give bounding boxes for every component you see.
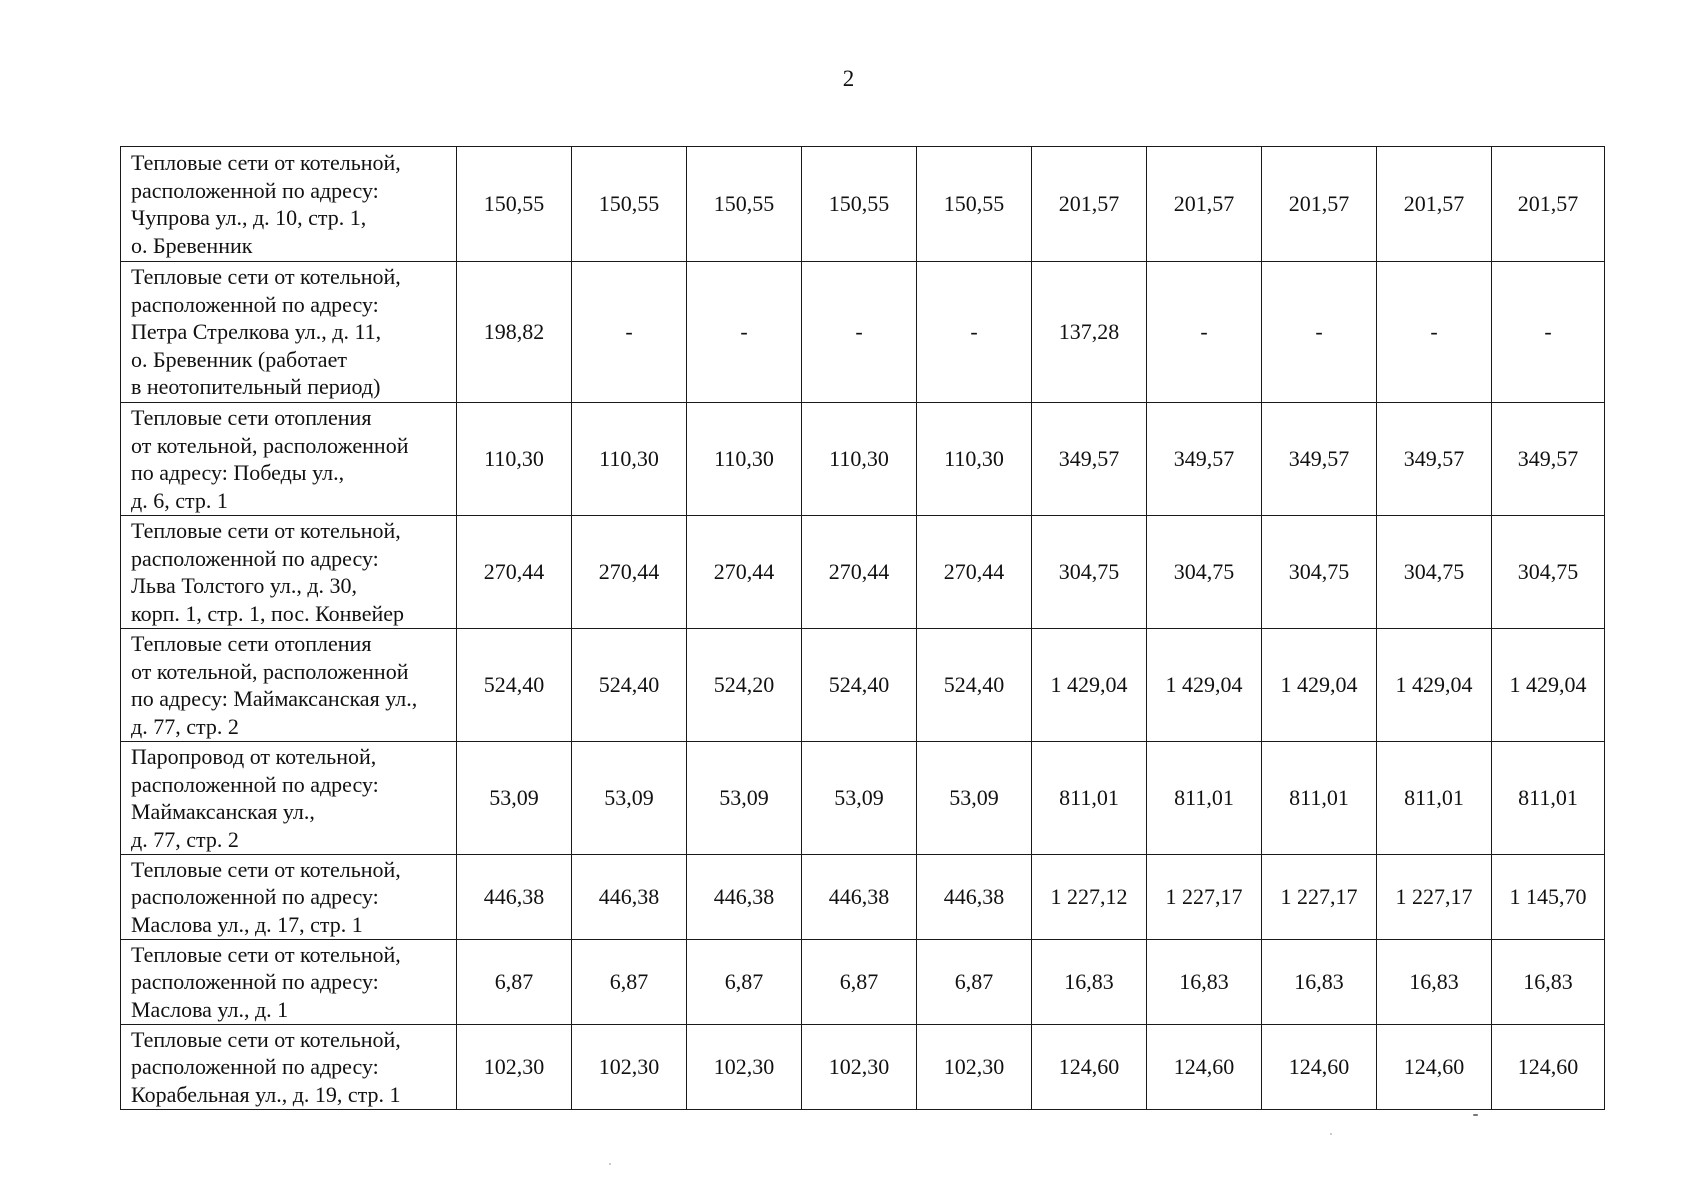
value-cell: 124,60 (1377, 1025, 1492, 1110)
row-name-line: Льва Толстого ул., д. 30, (131, 573, 358, 598)
table-row (121, 1025, 1605, 1110)
value-cell: 811,01 (1262, 742, 1377, 855)
value-cell: 110,30 (572, 403, 687, 516)
value-cell: 53,09 (802, 742, 917, 855)
row-name-line: в неотопительный период) (131, 374, 381, 400)
table-row (121, 516, 1605, 629)
table-row (121, 262, 1605, 403)
value-cell: - (917, 262, 1032, 403)
value-cell: 53,09 (917, 742, 1032, 855)
value-cell: 524,40 (802, 629, 917, 742)
row-name-cell (121, 262, 457, 403)
row-name-line: от котельной, расположенной (131, 432, 409, 458)
table-row (121, 855, 1605, 940)
value-cell: 524,20 (687, 629, 802, 742)
row-name-cell (121, 403, 457, 516)
value-cell: 6,87 (687, 940, 802, 1025)
value-cell: 150,55 (802, 147, 917, 262)
row-name-line: Тепловые сети отопления (131, 631, 372, 656)
row-name-line: Маймаксанская ул., (131, 799, 315, 824)
value-cell: 270,44 (572, 516, 687, 629)
value-cell: 6,87 (572, 940, 687, 1025)
row-name-cell (121, 629, 457, 742)
value-cell: 270,44 (457, 516, 572, 629)
value-cell: 349,57 (1262, 403, 1377, 516)
value-cell: 102,30 (687, 1025, 802, 1110)
row-name-line: Тепловые сети отопления (131, 405, 372, 430)
value-cell: 150,55 (457, 147, 572, 262)
row-name-line: о. Бревенник (131, 232, 253, 258)
row-name-line: Чупрова ул., д. 10, стр. 1, (131, 205, 367, 230)
value-cell: 124,60 (1147, 1025, 1262, 1110)
value-cell: 1 227,17 (1147, 855, 1262, 940)
row-name-cell (121, 147, 457, 262)
value-cell: 124,60 (1492, 1025, 1605, 1110)
value-cell: 1 227,17 (1262, 855, 1377, 940)
value-cell: 6,87 (457, 940, 572, 1025)
value-cell: 446,38 (802, 855, 917, 940)
value-cell: 446,38 (572, 855, 687, 940)
value-cell: 6,87 (917, 940, 1032, 1025)
table-row (121, 742, 1605, 855)
value-cell: 349,57 (1032, 403, 1147, 516)
row-name-line: Маслова ул., д. 1 (131, 996, 289, 1022)
value-cell: 110,30 (457, 403, 572, 516)
value-cell: 446,38 (457, 855, 572, 940)
row-name-cell (121, 940, 457, 1025)
value-cell: 1 429,04 (1147, 629, 1262, 742)
page-number: 2 (842, 66, 855, 91)
value-cell: 446,38 (917, 855, 1032, 940)
value-cell: 304,75 (1032, 516, 1147, 629)
scan-speck (609, 1163, 611, 1165)
table-row (121, 147, 1605, 262)
value-cell: 53,09 (457, 742, 572, 855)
value-cell: 110,30 (917, 403, 1032, 516)
table-row (121, 940, 1605, 1025)
value-cell: 1 429,04 (1262, 629, 1377, 742)
value-cell: 349,57 (1377, 403, 1492, 516)
row-name-line: Тепловые сети от котельной, (131, 150, 401, 175)
value-cell: 53,09 (687, 742, 802, 855)
row-name-line: Паропровод от котельной, (131, 744, 377, 769)
row-name-line: Петра Стрелкова ул., д. 11, (131, 319, 382, 345)
value-cell: - (1492, 262, 1605, 403)
row-name-line: расположенной по адресу: (131, 291, 379, 317)
value-cell: 1 429,04 (1032, 629, 1147, 742)
row-name-line: расположенной по адресу: (131, 1054, 379, 1080)
value-cell: 1 227,17 (1377, 855, 1492, 940)
row-name-cell (121, 742, 457, 855)
row-name-cell (121, 516, 457, 629)
value-cell: 524,40 (457, 629, 572, 742)
value-cell: 201,57 (1262, 147, 1377, 262)
scan-speck (1330, 1133, 1332, 1135)
value-cell: 446,38 (687, 855, 802, 940)
row-name-line: о. Бревенник (работает (131, 346, 347, 372)
row-name-line: расположенной по адресу: (131, 177, 379, 203)
table-body (121, 147, 1605, 1110)
value-cell: 102,30 (572, 1025, 687, 1110)
value-cell: 1 145,70 (1492, 855, 1605, 940)
value-cell: 304,75 (1377, 516, 1492, 629)
value-cell: 524,40 (917, 629, 1032, 742)
value-cell: 349,57 (1492, 403, 1605, 516)
row-name-line: расположенной по адресу: (131, 969, 379, 995)
row-name-line: расположенной по адресу: (131, 884, 379, 910)
value-cell: 150,55 (687, 147, 802, 262)
value-cell: - (687, 262, 802, 403)
value-cell: 16,83 (1492, 940, 1605, 1025)
value-cell: 110,30 (687, 403, 802, 516)
value-cell: 102,30 (457, 1025, 572, 1110)
value-cell: 201,57 (1032, 147, 1147, 262)
row-name-line: по адресу: Победы ул., (131, 460, 345, 485)
value-cell: 102,30 (802, 1025, 917, 1110)
value-cell: 16,83 (1262, 940, 1377, 1025)
row-name-line: Тепловые сети от котельной, (131, 264, 401, 290)
value-cell: 1 227,12 (1032, 855, 1147, 940)
heat-network-table (120, 146, 1605, 1110)
value-cell: 524,40 (572, 629, 687, 742)
row-name-line: Тепловые сети от котельной, (131, 1026, 401, 1052)
row-name-line: от котельной, расположенной (131, 658, 409, 684)
value-cell: 349,57 (1147, 403, 1262, 516)
row-name-line: Корабельная ул., д. 19, стр. 1 (131, 1081, 401, 1107)
value-cell: 201,57 (1377, 147, 1492, 262)
value-cell: 150,55 (917, 147, 1032, 262)
value-cell: 110,30 (802, 403, 917, 516)
row-name-line: д. 77, стр. 2 (131, 713, 239, 739)
value-cell: 198,82 (457, 262, 572, 403)
value-cell: 304,75 (1147, 516, 1262, 629)
row-name-cell (121, 1025, 457, 1110)
value-cell: 201,57 (1492, 147, 1605, 262)
value-cell: 124,60 (1032, 1025, 1147, 1110)
row-name-line: Тепловые сети от котельной, (131, 941, 401, 967)
table-row (121, 629, 1605, 742)
value-cell: 304,75 (1262, 516, 1377, 629)
value-cell: 53,09 (572, 742, 687, 855)
row-name-line: Маслова ул., д. 17, стр. 1 (131, 911, 363, 937)
value-cell: 270,44 (802, 516, 917, 629)
value-cell: 124,60 (1262, 1025, 1377, 1110)
row-name-line: Тепловые сети от котельной, (131, 518, 401, 543)
row-name-line: д. 77, стр. 2 (131, 826, 239, 852)
row-name-line: расположенной по адресу: (131, 771, 379, 797)
value-cell: 811,01 (1492, 742, 1605, 855)
row-name-line: по адресу: Маймаксанская ул., (131, 686, 418, 711)
value-cell: - (1147, 262, 1262, 403)
value-cell: 6,87 (802, 940, 917, 1025)
value-cell: 811,01 (1032, 742, 1147, 855)
value-cell: - (572, 262, 687, 403)
row-name-line: д. 6, стр. 1 (131, 487, 228, 513)
value-cell: 16,83 (1377, 940, 1492, 1025)
scan-speck (1473, 1114, 1478, 1116)
value-cell: 201,57 (1147, 147, 1262, 262)
value-cell: 137,28 (1032, 262, 1147, 403)
value-cell: 1 429,04 (1377, 629, 1492, 742)
value-cell: 16,83 (1147, 940, 1262, 1025)
value-cell: 16,83 (1032, 940, 1147, 1025)
value-cell: 304,75 (1492, 516, 1605, 629)
value-cell: 1 429,04 (1492, 629, 1605, 742)
row-name-line: Тепловые сети от котельной, (131, 856, 401, 882)
row-name-line: расположенной по адресу: (131, 545, 379, 571)
table-row (121, 403, 1605, 516)
value-cell: 102,30 (917, 1025, 1032, 1110)
value-cell: - (1262, 262, 1377, 403)
value-cell: - (802, 262, 917, 403)
row-name-line: корп. 1, стр. 1, пос. Конвейер (131, 600, 404, 626)
value-cell: 150,55 (572, 147, 687, 262)
value-cell: 811,01 (1377, 742, 1492, 855)
value-cell: 270,44 (687, 516, 802, 629)
value-cell: 811,01 (1147, 742, 1262, 855)
value-cell: 270,44 (917, 516, 1032, 629)
value-cell: - (1377, 262, 1492, 403)
row-name-cell (121, 855, 457, 940)
